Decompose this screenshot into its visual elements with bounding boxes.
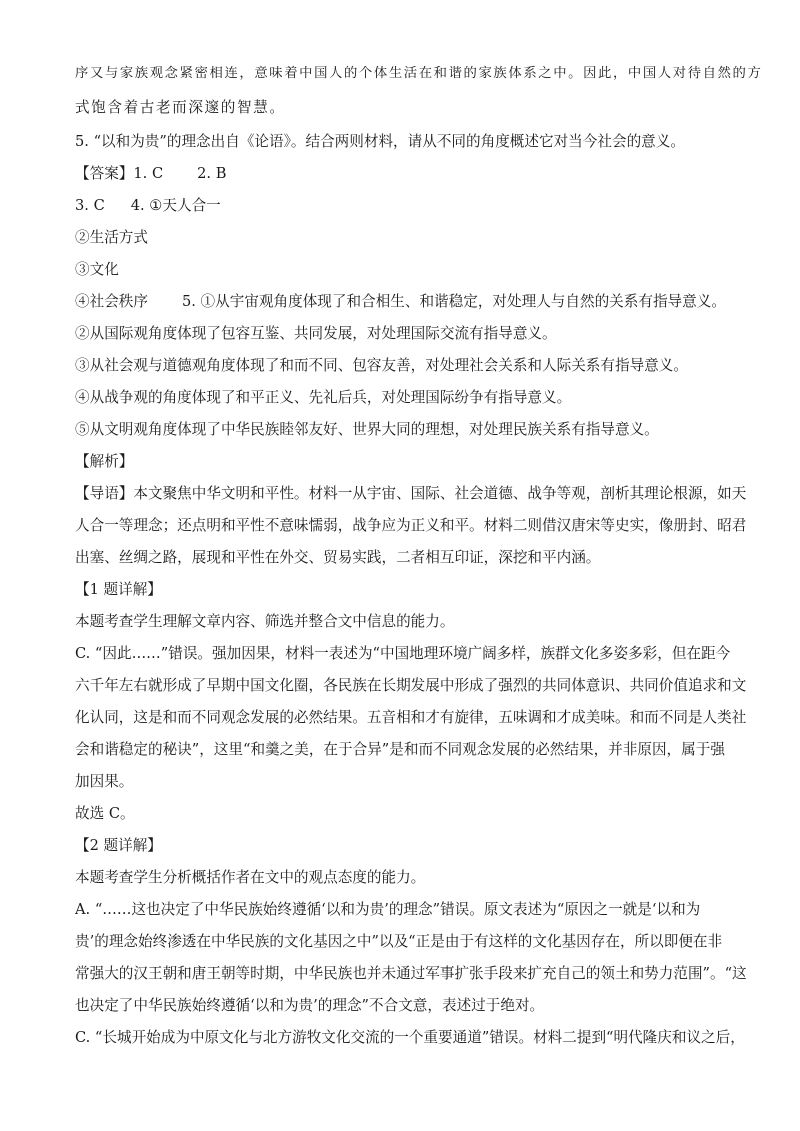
answer-line: ②从国际观角度体现了包容互鉴、共同发展，对处理国际交流有指导意义。 [75, 325, 557, 342]
q1-body-line: 六千年左右就形成了早期中国文化圈，各民族在长期发展中形成了强烈的共同体意识、共同价值追求和文 [75, 677, 747, 694]
q1-title: 【1 题详解】 [75, 581, 162, 598]
q1-body-line: 会和谐稳定的秘诀”，这里“和羹之美，在于合异”是和而不同观念发展的必然结果，并非原因，属于强 [75, 741, 725, 758]
q2-body-line: C. “长城开始成为中原文化与北方游牧文化交流的一个重要通道”错误。材料二提到“明代隆庆和议之后， [75, 1029, 745, 1046]
intro-line: 人合一等理念；还点明和平性不意味懦弱，战争应为正义和平。材料二则借汉唐宋等史实，像册封、昭君 [75, 517, 747, 534]
answer-line: ②生活方式 [75, 229, 148, 246]
answer-line: ⑤从文明观角度体现了中华民族睦邻友好、世界大同的理想，对处理民族关系有指导意义。 [75, 421, 659, 438]
q1-body-line: 加因果。 [75, 773, 134, 790]
answer-1: 1. C [133, 165, 164, 182]
answer-line [75, 292, 760, 312]
analysis-label: 【解析】 [75, 453, 134, 470]
intro-line: 【导语】本文聚焦中华文明和平性。材料一从宇宙、国际、社会道德、战争等观，剖析其理论根源，如天 [75, 485, 747, 502]
q2-body-line: 常强大的汉王朝和唐王朝等时期，中华民族也并未通过军事扩张手段来扩充自己的领土和势力范围”。“这 [75, 965, 747, 982]
answer-line: ③文化 [75, 261, 119, 278]
q2-desc: 本题考查学生分析概括作者在文中的观点态度的能力。 [75, 869, 426, 886]
q2-body-line: 也决定了中华民族始终遵循‘以和为贵’的理念”不合文意，表述过于绝对。 [75, 997, 545, 1014]
passage-line: 式饱含着古老而深邃的智慧。 [75, 99, 286, 116]
answer-2: 2. B [197, 165, 227, 182]
answer-5-item-1: 5. ①从宇宙观角度体现了和合相生、和谐稳定，对处理人与自然的关系有指导意义。 [181, 293, 726, 310]
q1-choice: 故选 C。 [75, 805, 135, 822]
passage-line: 序又与家族观念紧密相连，意味着中国人的个体生活在和谐的家族体系之中。因此，中国人对待自然的方 [75, 66, 763, 81]
answer-label: 【答案】 [75, 165, 134, 182]
q2-body-line: 贵’的理念始终渗透在中华民族的文化基因之中”以及“正是由于有这样的文化基因存在，所以即便在非 [75, 933, 723, 950]
q1-desc: 本题考查学生理解文章内容、筛选并整合文中信息的能力。 [75, 613, 455, 630]
q1-body-line: 化认同，这是和而不同观念发展的必然结果。五音相和才有旋律，五味调和才成美味。和而不同是人类社 [75, 709, 747, 726]
answer-4: 4. ①天人合一 [130, 197, 221, 214]
question-5: 5. “以和为贵”的理念出自《论语》。结合两则材料，请从不同的角度概述它对当今社会的意义。 [75, 133, 685, 150]
answer-line [75, 196, 760, 216]
q2-title: 【2 题详解】 [75, 837, 162, 854]
answer-line [75, 164, 760, 184]
q2-body-line: A. “……这也决定了中华民族始终遵循‘以和为贵’的理念”错误。原文表述为“原因之一就是‘以和为 [75, 901, 701, 918]
answer-3: 3. C [75, 197, 105, 214]
q1-body-line: C. “因此……”错误。强加因果，材料一表述为“中国地理环境广阔多样，族群文化多姿多彩，但在距今 [75, 645, 731, 662]
answer-line: ④从战争观的角度体现了和平正义、先礼后兵，对处理国际纷争有指导意义。 [75, 389, 572, 406]
answer-line: ③从社会观与道德观角度体现了和而不同、包容友善，对处理社会关系和人际关系有指导意义。 [75, 357, 688, 374]
intro-line: 出塞、丝绸之路，展现和平性在外交、贸易实践，二者相互印证，深挖和平内涵。 [75, 549, 601, 566]
answer-4-item-4: ④社会秩序 [75, 293, 148, 310]
